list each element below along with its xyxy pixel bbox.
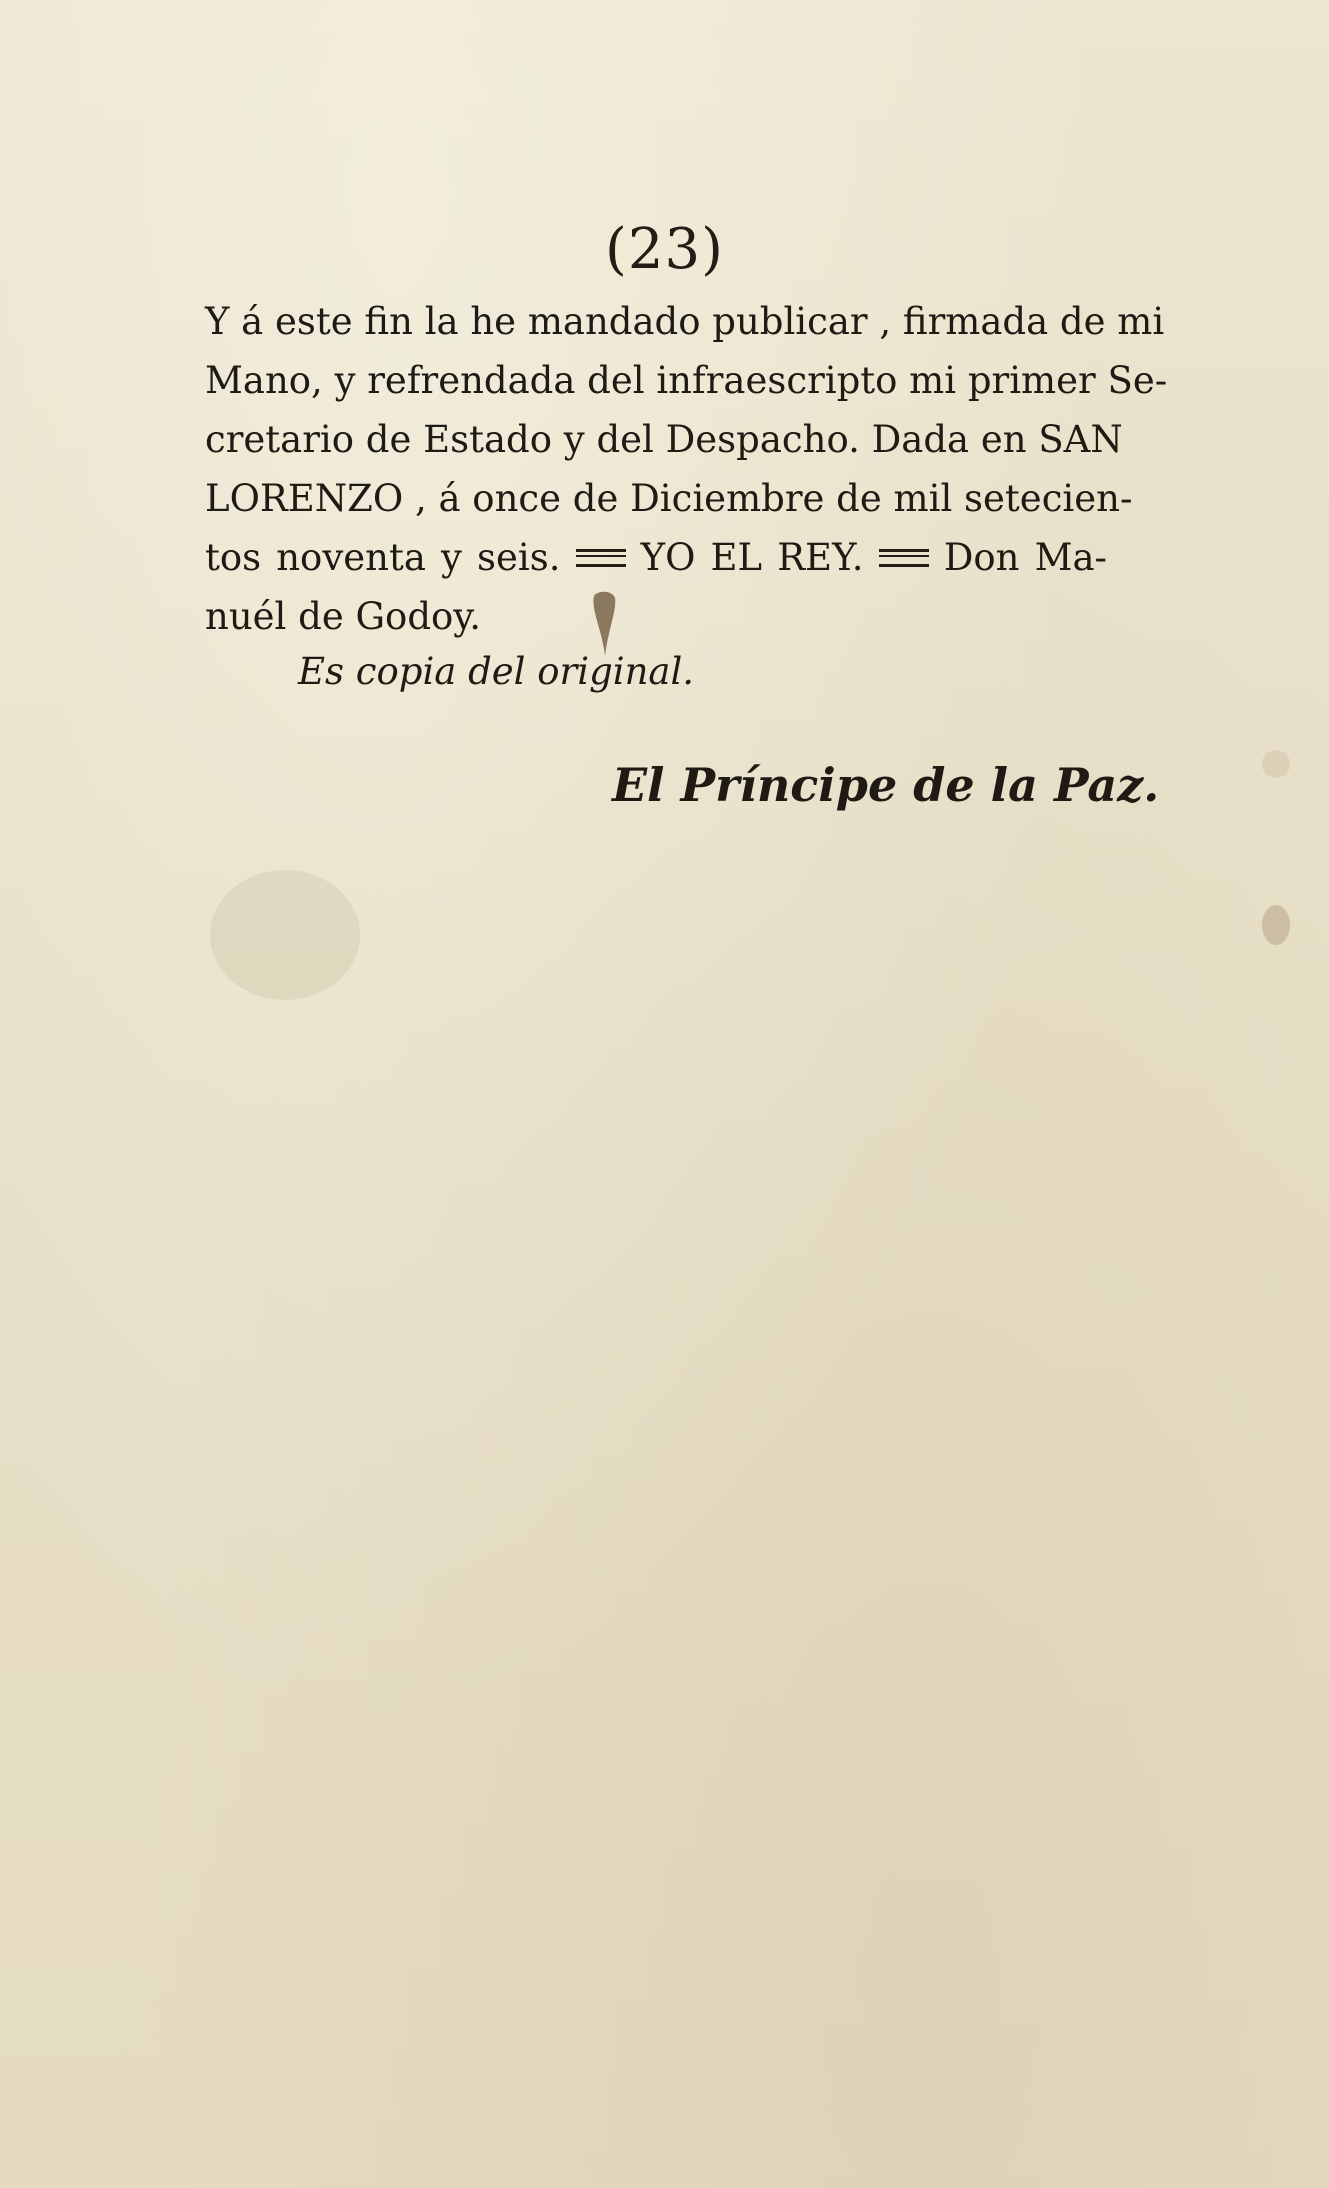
- certification-text: Es copia del original.: [298, 650, 695, 693]
- paper-stain: [1262, 750, 1290, 778]
- paper-stain: [1262, 905, 1290, 945]
- text-line: [205, 528, 1107, 587]
- text-segment: Don Ma-: [943, 536, 1108, 579]
- text-line: Mano, y refrendada del infraescripto mi primer Se-: [205, 359, 1168, 402]
- text-line: nuél de Godoy.: [205, 595, 482, 638]
- page-number: (23): [605, 217, 724, 282]
- body-paragraph: [205, 292, 1168, 646]
- ditto-mark: [576, 549, 626, 567]
- text-line: Y á este fin la he mandado publicar , firmada de mi: [205, 300, 1165, 343]
- ditto-mark: [879, 549, 929, 567]
- text-line: cretario de Estado y del Despacho. Dada en SAN: [205, 418, 1123, 461]
- text-segment: tos noventa y seis.: [205, 536, 561, 579]
- paper-stain: [210, 870, 360, 1000]
- signature-line: El Príncipe de la Paz.: [612, 758, 1160, 812]
- text-segment: YO EL REY.: [640, 536, 864, 579]
- text-line: LORENZO , á once de Diciembre de mil setecien-: [205, 477, 1133, 520]
